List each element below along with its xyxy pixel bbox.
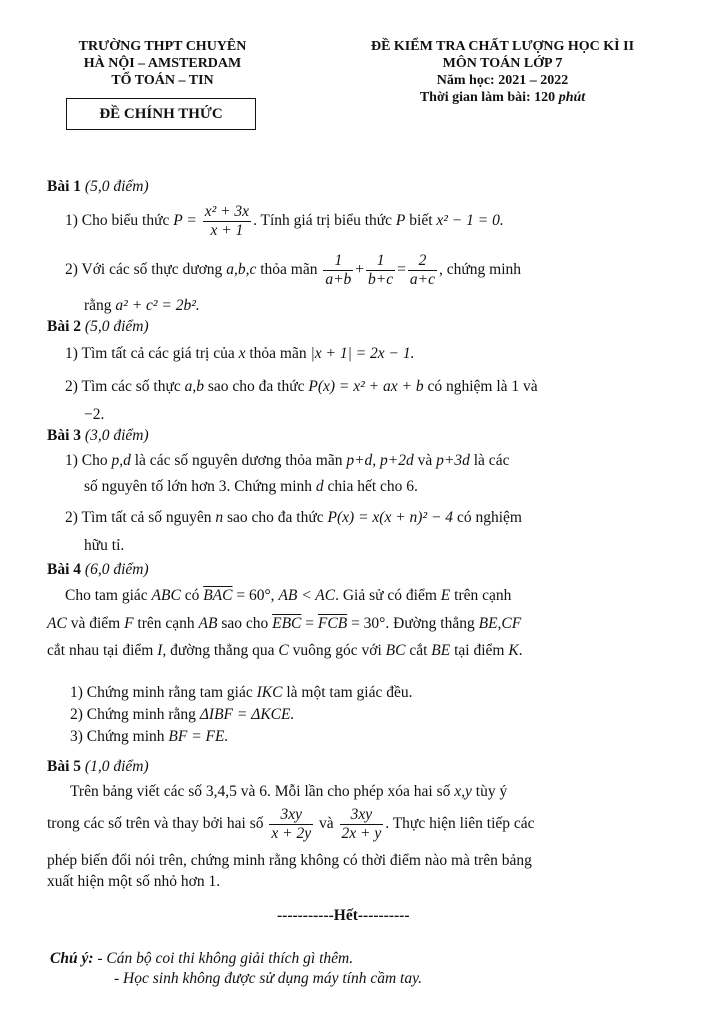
angle-bac: $\overline{BAC}$ — [203, 587, 233, 604]
exam-subject: MÔN TOÁN LỚP 7 — [442, 56, 563, 71]
note-line-1: Chú ý: - Cán bộ coi thi không giải thích gì thêm. — [50, 950, 354, 967]
school-line-2: HÀ NỘI – AMSTERDAM — [83, 56, 242, 71]
bai5-line-3: phép biến đổi nói trên, chứng minh rằng không có thời điểm nào mà trên bảng — [47, 852, 532, 869]
note-label: Chú ý: — [50, 950, 94, 967]
fraction: $\frac{3xy}{2x + y}$ — [341, 806, 382, 842]
bai2-question-2: 2) Tìm các số thực a,b sao cho đa thức P(x) = x² + ax + b có nghiệm là 1 và — [65, 378, 538, 395]
bai2-title: Bài 2 (5,0 điểm) — [47, 318, 149, 335]
end-marker: -----------Hết---------- — [277, 907, 410, 924]
bai4-question-1: 1) Chứng minh rằng tam giác IKC là một tam giác đều. — [70, 684, 413, 701]
angle-ebc: $\overline{EBC}$ — [272, 615, 302, 632]
bai4-question-3: 3) Chứng minh BF = FE. — [70, 728, 229, 745]
bai3-question-2-cont: hữu tỉ. — [84, 537, 125, 554]
school-year: Năm học: 2021 – 2022 — [436, 73, 569, 88]
department-line: TỔ TOÁN – TIN — [111, 73, 214, 88]
school-line-1: TRƯỜNG THPT CHUYÊN — [78, 39, 247, 54]
bai5-line-1: Trên bảng viết các số 3,4,5 và 6. Mỗi lần cho phép xóa hai số x,y tùy ý — [70, 783, 508, 800]
bai4-line-2: AC và điểm F trên cạnh AB sao cho $\overline{EBC} = \overline{FCB} = 30^\circ$. Đường thẳng BE,CF — [47, 615, 522, 632]
bai3-question-1: 1) Cho p,d là các số nguyên dương thỏa mãn p+d, p+2d và p+3d là các — [65, 452, 510, 469]
exam-title-block — [330, 38, 675, 106]
fraction: $\frac{\text{x² + 3x}}{x + 1}$ — [204, 203, 250, 239]
bai5-line-4: xuất hiện một số nhỏ hơn 1. — [47, 873, 221, 890]
exam-duration: Thời gian làm bài: 120 phút — [419, 90, 586, 105]
exam-title: ĐỀ KIỂM TRA CHẤT LƯỢNG HỌC KÌ II — [370, 39, 635, 54]
bai5-line-2: trong các số trên và thay bởi hai số $\frac{3xy}{x + 2y}$ và $\frac{3xy}{2x + y}$ . Thực hiện liên tiếp các — [47, 806, 535, 842]
note-line-2: - Học sinh không được sử dụng máy tính cầm tay. — [114, 970, 423, 987]
official-exam-box: ĐỀ CHÍNH THỨC — [66, 98, 256, 130]
school-name-block — [40, 38, 285, 89]
bai2-question-1: 1) Tìm tất cả các giá trị của x thỏa mãn |x + 1| = 2x − 1. — [65, 345, 415, 362]
bai3-question-2: 2) Tìm tất cả số nguyên n sao cho đa thức P(x) = x(x + n)² − 4 có nghiệm — [65, 509, 522, 526]
bai5-title: Bài 5 (1,0 điểm) — [47, 758, 149, 775]
bai4-line-3: cắt nhau tại điểm I, đường thẳng qua C vuông góc với BC cắt BE tại điểm K. — [47, 642, 523, 659]
bai3-title: Bài 3 (3,0 điểm) — [47, 427, 149, 444]
bai4-question-2: 2) Chứng minh rằng ΔIBF = ΔKCE. — [70, 706, 295, 723]
fraction: $\frac{1}{b+c}$ — [368, 252, 394, 288]
bai1-question-2: 2) Với các số thực dương a,b,c thỏa mãn $\frac{1}{a+b}$ + $\frac{1}{b+c}$ = $\frac{2}{a+c}$ , chứng minh — [65, 252, 522, 288]
fraction: $\frac{1}{a+b}$ — [325, 252, 352, 288]
bai2-question-2-cont: −2. — [84, 406, 105, 423]
bai4-line-1: Cho tam giác ABC có $\overline{BAC} = 60^\circ$, AB < AC. Giả sử có điểm E trên cạnh — [65, 587, 512, 604]
fraction: $\frac{3xy}{x + 2y}$ — [271, 806, 312, 842]
bai1-question-1: 1) Cho biểu thức P = $\frac{\text{x² + 3x}}{x + 1}$ . Tính giá trị biểu thức P biết x² − 1 = 0. — [65, 203, 504, 239]
bai1-question-2-cont: rằng a² + c² = 2b². — [84, 297, 200, 314]
fraction: $\frac{2}{a+c}$ — [409, 252, 435, 288]
angle-fcb: $\overline{FCB}$ — [317, 615, 348, 632]
bai3-question-1-cont: số nguyên tố lớn hơn 3. Chứng minh d chia hết cho 6. — [84, 478, 418, 495]
bai1-title: Bài 1 (5,0 điểm) — [47, 178, 149, 195]
bai4-title: Bài 4 (6,0 điểm) — [47, 561, 149, 578]
